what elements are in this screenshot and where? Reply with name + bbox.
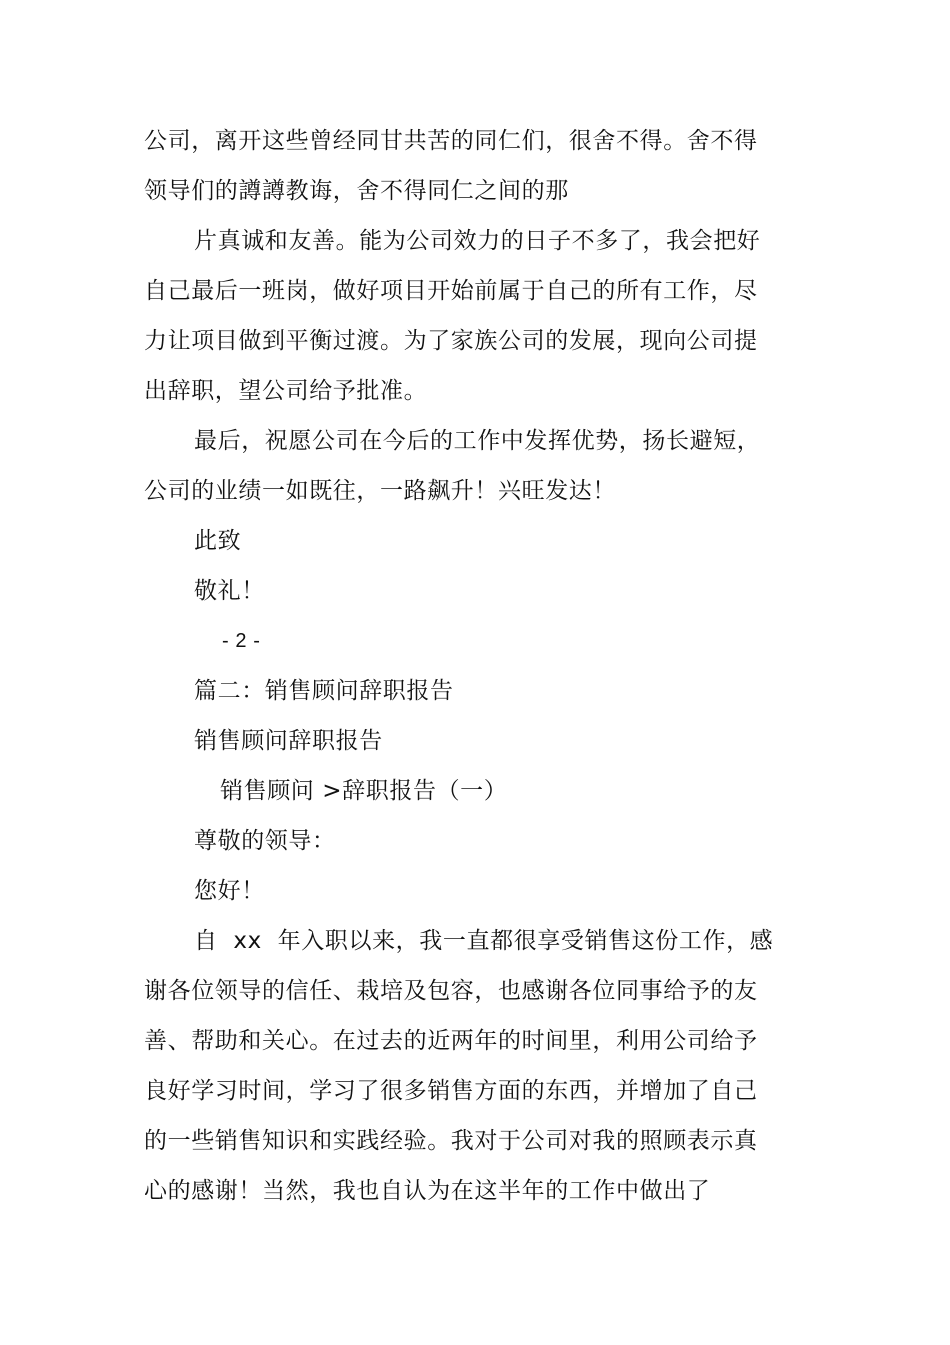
text-line-7: 最后，祝愿公司在今后的工作中发挥优势，扬长避短， — [194, 428, 761, 454]
text-line-6: 出辞职，望公司给予批准。 — [144, 378, 428, 404]
text-line-22: 心的感谢！当然，我也自认为在这半年的工作中做出了 — [144, 1178, 711, 1204]
greeting-hello: 您好！ — [194, 878, 265, 904]
text-line-21: 的一些销售知识和实践经验。我对于公司对我的照顾表示真 — [144, 1128, 758, 1154]
text-line-2: 领导们的譐譐教诲，舍不得同仁之间的那 — [144, 178, 569, 204]
text-line-19: 善、帮助和关心。在过去的近两年的时间里，利用公司给予 — [144, 1028, 758, 1054]
text-line-3: 片真诚和友善。能为公司效力的日子不多了，我会把好 — [194, 228, 761, 254]
page-number: - 2 - — [222, 630, 261, 652]
text-line-4: 自己最后一班岗，做好项目开始前属于自己的所有工作，尽 — [144, 278, 758, 304]
text-line-1: 公司，离开这些曾经同甘共苦的同仁们，很舍不得。舍不得 — [144, 128, 758, 154]
text-line-8: 公司的业绩一如既往，一路飙升！兴旺发达！ — [144, 478, 616, 504]
closing-salutation: 此致 — [194, 528, 242, 554]
greeting-addressee: 尊敬的领导： — [194, 828, 336, 854]
document-title: 销售顾问辞职报告 — [194, 728, 383, 754]
section-heading: 篇二：销售顾问辞职报告 — [194, 678, 454, 704]
text-line-17: 自 xx 年入职以来，我一直都很享受销售这份工作，感 — [194, 928, 774, 954]
closing-respect: 敬礼！ — [194, 578, 265, 604]
text-line-20: 良好学习时间，学习了很多销售方面的东西，并增加了自己 — [144, 1078, 758, 1104]
text-line-18: 谢各位领导的信任、栽培及包容，也感谢各位同事给予的友 — [144, 978, 758, 1004]
document-subtitle: 销售顾问 >辞职报告（一） — [220, 778, 508, 804]
text-line-5: 力让项目做到平衡过渡。为了家族公司的发展，现向公司提 — [144, 328, 758, 354]
